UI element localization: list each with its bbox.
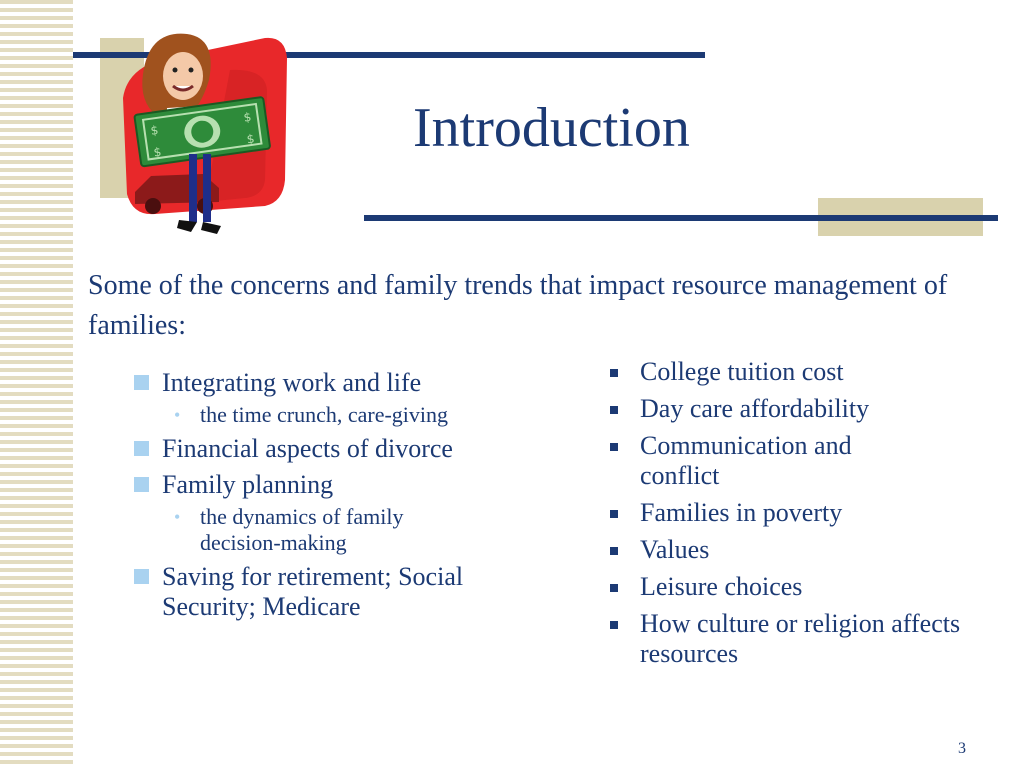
svg-text:$: $ [245,131,256,147]
square-bullet-icon [134,375,149,390]
list-item-label: Leisure choices [640,572,803,601]
list-item-label: Values [640,535,710,564]
list-item-label: Integrating work and life [162,368,422,397]
page-number: 3 [958,740,966,757]
list-item-label: Family planning [162,470,334,499]
square-bullet-icon [610,584,618,592]
list-item [605,357,975,387]
left-bullet-list [132,362,562,622]
list-item-label: Day care affordability [640,394,870,423]
list-item-label: Saving for retirement; Social Security; Medicare [162,562,464,621]
square-bullet-icon [610,369,618,377]
list-item [132,562,542,622]
list-item [605,498,975,528]
list-item [605,431,900,491]
square-bullet-icon [610,510,618,518]
list-item-label: Financial aspects of divorce [162,434,453,463]
list-item-label: How culture or religion affects resources [640,609,961,668]
list-item [605,609,970,669]
list-item [132,368,562,398]
square-bullet-icon [134,441,149,456]
sub-list-item-label: the time crunch, care-giving [200,402,449,427]
square-bullet-icon [610,547,618,555]
sub-list-item [132,504,460,556]
slide-title: Introduction [413,97,690,159]
list-item-label: College tuition cost [640,357,844,386]
svg-text:$: $ [152,144,163,160]
decor-line-bottom [364,215,998,221]
striped-margin [0,0,73,768]
list-item [132,470,562,500]
list-item-label: Communication and conflict [640,431,852,490]
sub-list-item [132,402,562,428]
right-bullet-list [605,350,975,669]
dot-bullet-icon: • [174,507,181,527]
list-item-label: Families in poverty [640,498,843,527]
list-item [605,572,975,602]
woman-holding-dollar-bill-icon [105,30,300,240]
list-item [132,434,562,464]
list-item [605,394,975,424]
sub-list-item-label: the dynamics of family decision-making [200,504,404,555]
square-bullet-icon [610,621,618,629]
square-bullet-icon [134,477,149,492]
dot-bullet-icon: • [174,405,181,425]
list-item [605,535,975,565]
square-bullet-icon [610,406,618,414]
intro-text: Some of the concerns and family trends that impact resource management of families: [88,270,948,341]
square-bullet-icon [134,569,149,584]
square-bullet-icon [610,443,618,451]
svg-text:$: $ [149,122,160,138]
svg-text:$: $ [242,109,253,125]
